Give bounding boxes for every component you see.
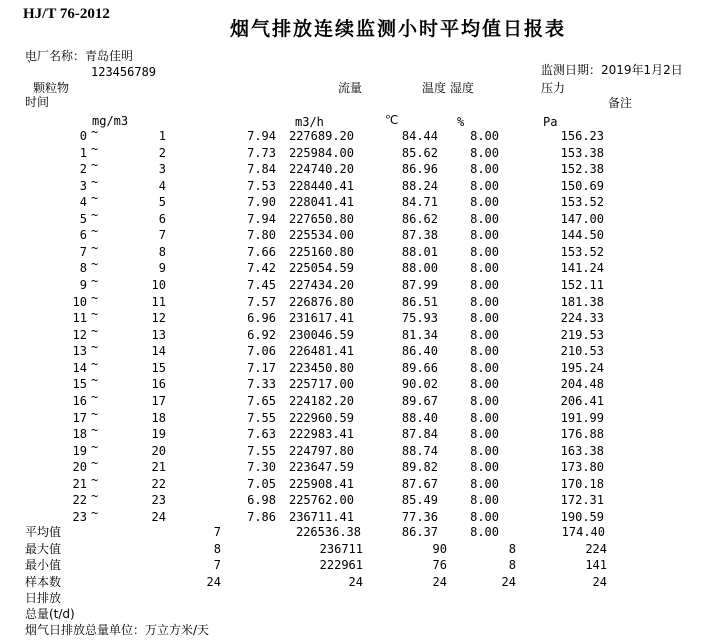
cell-humidity: 8.00 [470,244,499,259]
cell-humidity: 8.00 [470,443,499,458]
cell-hour-to: 18 [151,410,166,425]
cell-humidity: 8.00 [470,509,499,524]
cell-hour-to: 16 [151,377,166,392]
unit-flow: m3/h [295,115,324,129]
cell-hour-to: 13 [151,327,166,342]
cell-tilde: ~ [91,274,99,289]
cell-pm: 7 [213,525,221,539]
cell-tilde: ~ [91,489,99,504]
unit-humidity: % [457,115,465,129]
cell-humidity: 8.00 [470,145,499,160]
table-row [0,125,713,146]
cell-pm: 7.17 [247,360,276,375]
cell-tilde: ~ [91,456,99,471]
cell-hour-to: 22 [151,476,166,491]
cell-flow: 24 [348,574,363,589]
cell-pressure: 153.52 [560,244,604,259]
standard-code: HJ/T 76-2012 [23,6,110,22]
cell-temperature: 87.84 [401,427,438,442]
cell-pressure: 176.88 [560,427,604,442]
cell-humidity: 8.00 [470,393,499,408]
cell-pressure: 219.53 [560,327,604,342]
table-row [0,340,713,361]
table-row [0,323,713,345]
footer-note: 烟气日排放总量单位：万立方米/天 [25,623,210,637]
table-row [0,406,713,428]
cell-hour-to: 21 [151,460,166,475]
cell-pressure: 224.33 [560,311,604,326]
cell-pressure: 141 [585,558,607,572]
cell-hour-to: 20 [151,443,166,458]
cell-hour-to: 19 [151,427,166,442]
cell-tilde: ~ [91,125,99,139]
cell-temperature: 86.62 [401,211,438,226]
table-row [0,439,713,461]
cell-flow: 222961 [319,558,363,572]
cell-pressure: 174.40 [561,525,605,539]
cell-hour-from: 7 [79,244,87,259]
cell-temperature: 88.40 [401,410,438,425]
cell-pm: 7.86 [247,509,276,524]
cell-hour-to: 14 [151,344,166,359]
summary-label: 最大值 [25,541,62,556]
table-row [0,158,713,179]
cell-hour-from: 9 [79,278,87,293]
plant-name-label: 电厂名称：青岛佳明 [25,49,134,63]
cell-tilde: ~ [91,307,99,322]
summary-row [0,559,713,575]
cell-tilde: ~ [91,505,99,520]
cell-tilde: ~ [91,257,99,272]
cell-humidity: 8.00 [470,178,499,193]
cell-flow: 224740.20 [288,162,354,177]
cell-pm: 7.80 [247,228,276,243]
cell-temperature: 88.24 [401,178,438,193]
cell-flow: 224182.20 [288,393,354,408]
cell-pressure: 181.38 [560,294,604,309]
cell-hour-to: 24 [151,509,166,524]
cell-temperature: 77.36 [401,509,438,524]
cell-temperature: 88.01 [401,244,438,259]
cell-flow: 226536.38 [295,525,361,539]
cell-pressure: 210.53 [560,344,604,359]
cell-pm: 7.94 [247,211,276,226]
cell-humidity: 8.00 [470,195,499,210]
cell-temperature: 87.99 [401,278,438,293]
cell-pressure: 152.38 [560,162,604,177]
cell-hour-from: 18 [72,427,87,442]
cell-temperature: 86.51 [401,294,438,309]
cell-temperature: 86.96 [401,162,438,177]
cell-humidity: 8.00 [470,344,499,359]
cell-pm: 7.55 [247,410,276,425]
cell-temperature: 76 [432,558,447,572]
cell-humidity: 8.00 [470,211,499,226]
cell-flow: 225160.80 [288,244,354,259]
cell-hour-from: 13 [72,344,87,359]
cell-hour-to: 12 [151,311,166,326]
cell-hour-from: 8 [79,261,87,276]
cell-flow: 225054.59 [288,261,354,276]
cell-temperature: 85.49 [401,493,438,508]
cell-hour-from: 1 [79,145,87,160]
label-daily-emission: 日排放 [25,591,62,605]
cell-pm: 6.96 [247,311,276,326]
table-row [0,224,713,245]
table-row [0,307,713,328]
cell-pm: 7 [213,558,221,572]
cell-pm: 7.94 [247,129,276,143]
cell-hour-from: 17 [72,410,87,425]
cell-pressure: 153.52 [560,195,604,210]
stray-mark: ` [26,59,34,73]
cell-pm: 7.42 [247,261,276,276]
cell-hour-from: 4 [79,195,87,210]
cell-humidity: 8.00 [470,410,499,425]
cell-temperature: 84.44 [401,129,438,143]
cell-tilde: ~ [91,224,99,239]
cell-hour-from: 21 [72,476,87,491]
cell-pm: 7.57 [247,294,276,309]
cell-hour-to: 10 [151,278,166,293]
cell-temperature: 89.66 [401,360,438,375]
cell-humidity: 8.00 [470,261,499,276]
cell-tilde: ~ [91,323,99,338]
cell-hour-to: 23 [151,493,166,508]
cell-tilde: ~ [91,423,99,438]
plant-code: 123456789 [91,65,157,79]
cell-pressure: 191.99 [560,410,604,425]
cell-humidity: 8.00 [470,162,499,177]
table-row [0,290,713,312]
unit-pm: mg/m3 [92,114,129,128]
cell-pressure: 152.11 [560,278,604,293]
summary-row [0,526,713,542]
summary-label: 样本数 [25,574,62,589]
cell-humidity: 8.00 [470,525,499,539]
cell-hour-from: 3 [79,178,87,193]
table-row [0,423,713,444]
cell-pressure: 144.50 [560,228,604,243]
cell-hour-from: 5 [79,211,87,226]
cell-flow: 223450.80 [288,360,354,375]
cell-tilde: ~ [91,207,99,222]
cell-temperature: 87.38 [401,228,438,243]
cell-temperature: 88.74 [401,443,438,458]
cell-humidity: 8.00 [470,493,499,508]
column-header-temp-humidity: 温度 湿度 [422,81,474,95]
cell-pm: 7.65 [247,393,276,408]
cell-flow: 222983.41 [288,427,354,442]
cell-pm: 24 [206,574,221,589]
summary-row [0,576,713,592]
table-row [0,373,713,394]
column-header-remark: 备注 [608,96,633,110]
cell-temperature: 89.82 [401,460,438,475]
cell-tilde: ~ [91,340,99,355]
cell-humidity: 8.00 [470,427,499,442]
cell-humidity: 8.00 [470,476,499,491]
table-row [0,472,713,494]
cell-humidity: 8.00 [470,311,499,326]
cell-hour-to: 9 [158,261,166,276]
cell-hour-from: 12 [72,327,87,342]
cell-hour-from: 16 [72,393,87,408]
table-row [0,240,713,262]
cell-pressure: 150.69 [560,178,604,193]
summary-label: 最小值 [25,558,62,572]
cell-tilde: ~ [91,472,99,487]
table-row [0,257,713,278]
cell-hour-from: 10 [72,294,87,309]
cell-humidity: 8.00 [470,360,499,375]
cell-flow: 225762.00 [288,493,354,508]
cell-tilde: ~ [91,141,99,156]
cell-pressure: 147.00 [560,211,604,226]
cell-humidity: 8.00 [470,129,499,143]
cell-temperature: 90 [432,541,447,556]
cell-pressure: 195.24 [560,360,604,375]
cell-temperature: 84.71 [401,195,438,210]
cell-flow: 228041.41 [288,195,354,210]
cell-flow: 227434.20 [288,278,354,293]
cell-flow: 236711 [319,541,363,556]
cell-tilde: ~ [91,290,99,305]
cell-pressure: 141.24 [560,261,604,276]
cell-pressure: 224 [585,541,607,556]
cell-pm: 7.90 [247,195,276,210]
table-row [0,274,713,295]
cell-hour-from: 15 [72,377,87,392]
cell-hour-to: 8 [158,244,166,259]
cell-temperature: 75.93 [401,311,438,326]
cell-humidity: 8.00 [470,327,499,342]
cell-pm: 8 [213,541,221,556]
unit-temperature: ℃ [385,113,399,127]
column-header-pm: 颗粒物 [33,81,70,95]
cell-temperature: 86.37 [401,525,438,539]
cell-pressure: 206.41 [560,393,604,408]
cell-pm: 7.06 [247,344,276,359]
cell-flow: 227689.20 [288,129,354,143]
cell-humidity: 8.00 [470,294,499,309]
cell-humidity: 8.00 [470,278,499,293]
cell-hour-to: 17 [151,393,166,408]
cell-flow: 226876.80 [288,294,354,309]
cell-pressure: 204.48 [560,377,604,392]
cell-pressure: 190.59 [560,509,604,524]
cell-tilde: ~ [91,158,99,173]
cell-flow: 227650.80 [288,211,354,226]
cell-pressure: 170.18 [560,476,604,491]
table-row [0,389,713,411]
cell-hour-to: 2 [158,145,166,160]
cell-hour-from: 14 [72,360,87,375]
cell-humidity: 24 [501,574,516,589]
cell-flow: 231617.41 [288,311,354,326]
cell-flow: 225534.00 [288,228,354,243]
cell-humidity: 8.00 [470,228,499,243]
cell-tilde: ~ [91,373,99,388]
cell-hour-to: 4 [158,178,166,193]
cell-pm: 7.53 [247,178,276,193]
cell-pressure: 173.80 [560,460,604,475]
cell-pressure: 156.23 [560,129,604,143]
cell-pm: 7.55 [247,443,276,458]
cell-hour-from: 2 [79,162,87,177]
column-header-time: 时间 [25,95,50,109]
cell-pm: 6.92 [247,327,276,342]
cell-flow: 228440.41 [288,178,354,193]
cell-flow: 223647.59 [288,460,354,475]
cell-tilde: ~ [91,240,99,255]
table-row [0,456,713,477]
cell-temperature: 86.40 [401,344,438,359]
cell-pm: 7.30 [247,460,276,475]
table-row [0,191,713,212]
cell-pm: 6.98 [247,493,276,508]
cell-hour-to: 11 [151,294,166,309]
cell-humidity: 8.00 [470,377,499,392]
cell-humidity: 8 [508,541,516,556]
cell-pm: 7.05 [247,476,276,491]
cell-hour-to: 5 [158,195,166,210]
cell-tilde: ~ [91,191,99,206]
table-row [0,356,713,378]
table-row [0,489,713,510]
cell-pm: 7.66 [247,244,276,259]
summary-row [0,543,713,559]
table-row [0,174,713,196]
cell-flow: 226481.41 [288,344,354,359]
cell-temperature: 24 [432,574,447,589]
unit-pressure: Pa [543,115,558,129]
cell-hour-from: 22 [72,493,87,508]
cell-flow: 230046.59 [288,327,354,342]
table-row [0,141,713,163]
cell-flow: 224797.80 [288,443,354,458]
cell-pressure: 163.38 [560,443,604,458]
cell-temperature: 81.34 [401,327,438,342]
monitor-date-label: 监测日期：2019年1月2日 [541,63,683,77]
cell-hour-from: 20 [72,460,87,475]
cell-pressure: 153.38 [560,145,604,160]
cell-temperature: 85.62 [401,145,438,160]
cell-pm: 7.84 [247,162,276,177]
cell-tilde: ~ [91,174,99,189]
summary-label: 平均值 [25,525,62,539]
cell-temperature: 88.00 [401,261,438,276]
cell-hour-to: 6 [158,211,166,226]
cell-hour-from: 19 [72,443,87,458]
cell-flow: 225717.00 [288,377,354,392]
cell-hour-to: 3 [158,162,166,177]
cell-humidity: 8.00 [470,460,499,475]
cell-pm: 7.45 [247,278,276,293]
cell-flow: 222960.59 [288,410,354,425]
cell-temperature: 90.02 [401,377,438,392]
cell-temperature: 89.67 [401,393,438,408]
cell-flow: 225984.00 [288,145,354,160]
cell-hour-from: 6 [79,228,87,243]
cell-hour-to: 15 [151,360,166,375]
cell-hour-to: 1 [158,129,166,143]
column-header-flow: 流量 [338,81,363,95]
cell-pm: 7.33 [247,377,276,392]
cell-hour-from: 0 [79,129,87,143]
cell-pm: 7.63 [247,427,276,442]
cell-hour-from: 11 [72,311,87,326]
cell-flow: 236711.41 [288,509,354,524]
cell-tilde: ~ [91,356,99,371]
column-header-pressure: 压力 [541,81,566,95]
cell-tilde: ~ [91,389,99,404]
cell-pressure: 24 [592,574,607,589]
cell-hour-to: 7 [158,228,166,243]
report-title: 烟气排放连续监测小时平均值日报表 [230,18,567,40]
cell-tilde: ~ [91,406,99,421]
cell-tilde: ~ [91,439,99,454]
cell-humidity: 8 [508,558,516,572]
cell-hour-from: 23 [72,509,87,524]
cell-pm: 7.73 [247,145,276,160]
table-row [0,207,713,229]
cell-pressure: 172.31 [560,493,604,508]
cell-flow: 225908.41 [288,476,354,491]
label-total-td: 总量(t/d) [25,607,75,621]
cell-temperature: 87.67 [401,476,438,491]
